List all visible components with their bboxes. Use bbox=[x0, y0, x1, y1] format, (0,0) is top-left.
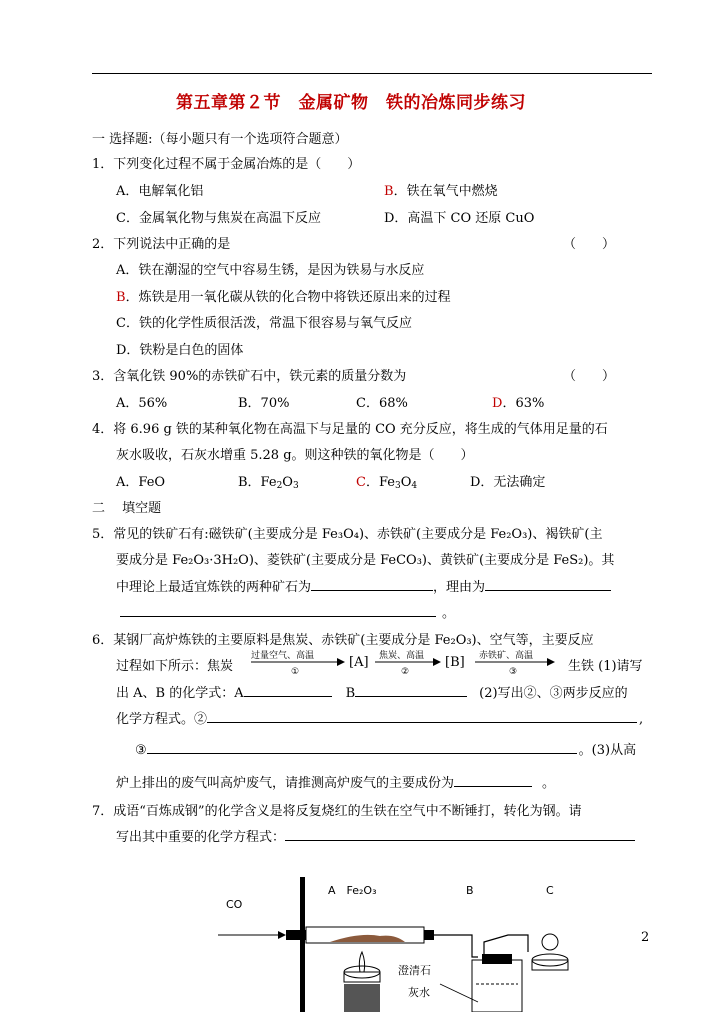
arrow-2 bbox=[375, 649, 441, 676]
q3-answer-letter: D bbox=[492, 396, 503, 411]
iron-stand-rod bbox=[300, 877, 305, 1012]
co-label: CO bbox=[226, 898, 243, 911]
question-5-line3 bbox=[116, 576, 611, 595]
question-6-line5 bbox=[135, 739, 636, 758]
arrow-3 bbox=[475, 649, 555, 676]
q3-option-b: B．70% bbox=[238, 396, 290, 411]
q6-period: 。 bbox=[542, 776, 556, 791]
apparatus-diagram bbox=[210, 872, 610, 1012]
alcohol-lamp-c bbox=[532, 934, 568, 970]
question-5-line1: 5．常见的铁矿石有:磁铁矿(主要成分是 Fe₃O₄)、赤铁矿(主要成分是 Fe₂O₃)、褐铁矿(主 bbox=[92, 527, 603, 542]
q1-answer-letter: B bbox=[384, 184, 394, 199]
q4-option-a: A．FeO bbox=[116, 475, 166, 490]
q5-answer-blank-ores[interactable] bbox=[311, 576, 433, 591]
q5-period: 。 bbox=[442, 606, 456, 621]
q6-comma: , bbox=[639, 712, 644, 727]
q6-eq2-label: 化学方程式。② bbox=[116, 712, 208, 727]
q4-option-c-text2: O bbox=[400, 475, 412, 490]
q2-option-b bbox=[116, 286, 451, 305]
q4-option-b-sub2: 3 bbox=[292, 481, 299, 491]
question-6-line1: 6．某钢厂高炉炼铁的主要原料是焦炭、赤铁矿(主要成分是 Fe₂O₃)、空气等，主要反应 bbox=[92, 633, 594, 648]
arrow-2-condition: 焦炭、高温 bbox=[379, 651, 425, 661]
question-6-line2-end: 生铁 (1)请写 bbox=[568, 659, 643, 674]
page-title: 第五章第２节 金属矿物 铁的冶炼同步练习 bbox=[176, 93, 526, 113]
question-5-line2: 要成分是 Fe₂O₃·3H₂O)、菱铁矿(主要成分是 FeCO₃)、黄铁矿(主要成分是 FeS₂)。其 bbox=[116, 553, 615, 568]
q6-line3-part2: (2)写出②、③两步反应的 bbox=[479, 686, 628, 701]
q2-answer-letter: B bbox=[116, 290, 126, 305]
limewater-label-2: 灰水 bbox=[408, 986, 430, 999]
q6-line3-label-a: 出 A、B 的化学式：A bbox=[116, 686, 244, 701]
question-3-stem: 3．含氧化铁 90%的赤铁矿石中，铁元素的质量分数为 bbox=[92, 369, 407, 384]
q4-option-c-sub2: 4 bbox=[411, 481, 418, 491]
q4-option-b-text2: O bbox=[282, 475, 293, 490]
question-4-line1: 4．将 6.96 g 铁的某种氧化物在高温下与足量的 CO 充分反应，将生成的气体用足量的石 bbox=[92, 422, 608, 437]
arrow-1-condition: 过量空气、高温 bbox=[251, 651, 315, 661]
question-7-line2 bbox=[116, 826, 635, 845]
intermediate-b: [B] bbox=[445, 655, 465, 670]
page-number: 2 bbox=[641, 930, 650, 945]
q4-option-c-sub1: 3 bbox=[394, 481, 401, 491]
question-6-line4 bbox=[116, 708, 643, 727]
q4-option-c-text: ．Fe bbox=[365, 475, 395, 490]
q4-option-d: D．无法确定 bbox=[470, 475, 546, 490]
lamp-stand-block bbox=[344, 984, 380, 1012]
limewater-label-1: 澄清石 bbox=[398, 964, 431, 977]
question-2-stem: 2．下列说法中正确的是 bbox=[92, 237, 231, 252]
svg-text:①: ① bbox=[291, 667, 300, 676]
q3-option-c: C．68% bbox=[356, 396, 408, 411]
q3-option-d-text: ．63% bbox=[502, 396, 545, 411]
q1-option-a: A．电解氧化铝 bbox=[116, 184, 204, 199]
limewater-bottle bbox=[472, 960, 522, 1012]
q1-option-d: D．高温下 CO 还原 CuO bbox=[384, 211, 535, 226]
q7-answer-blank[interactable] bbox=[285, 826, 635, 841]
section-heading-choice: 一 选择题:（每小题只有一个选项符合题意） bbox=[92, 132, 348, 147]
q6-answer-blank-b[interactable] bbox=[355, 682, 467, 697]
q6-answer-blank-gas[interactable] bbox=[454, 772, 532, 787]
intermediate-a: [A] bbox=[349, 655, 369, 670]
q7-line2-text: 写出其中重要的化学方程式： bbox=[116, 830, 286, 845]
alcohol-lamp-a bbox=[344, 952, 380, 1012]
svg-text:②: ② bbox=[401, 667, 410, 676]
connecting-tube-1 bbox=[434, 935, 478, 957]
q5-answer-blank-reason[interactable] bbox=[485, 576, 611, 591]
fe2o3-powder bbox=[330, 935, 405, 942]
question-6-line6 bbox=[116, 772, 555, 791]
arrow-3-condition: 赤铁矿、高温 bbox=[479, 651, 534, 661]
svg-text:③: ③ bbox=[509, 667, 518, 676]
q2-option-a: A．铁在潮湿的空气中容易生锈，是因为铁易与水反应 bbox=[116, 263, 425, 278]
rubber-stopper bbox=[286, 930, 306, 940]
question-5-line4 bbox=[120, 602, 455, 621]
q5-line3-text: 中理论上最适宜炼铁的两种矿石为 bbox=[116, 580, 312, 595]
q6-line3-label-b: B bbox=[345, 686, 356, 701]
q2-option-b-text: ．炼铁是用一氧化碳从铁的化合物中将铁还原出来的过程 bbox=[125, 290, 451, 305]
connecting-tube-2 bbox=[484, 935, 528, 957]
section-heading-fill: 二 填空题 bbox=[92, 501, 162, 516]
q4-option-c bbox=[356, 471, 417, 491]
q4-option-b-text: B．Fe bbox=[238, 475, 277, 490]
q4-option-b bbox=[238, 471, 299, 491]
q2-option-c: C．铁的化学性质很活泼，常温下很容易与氧气反应 bbox=[116, 316, 412, 331]
question-6-line2-start: 过程如下所示：焦炭 bbox=[116, 659, 234, 674]
q3-option-a: A．56% bbox=[116, 396, 168, 411]
reaction-arrows bbox=[251, 648, 596, 676]
top-rule bbox=[92, 73, 652, 74]
label-b: B bbox=[466, 884, 474, 897]
q3-answer-paren: （ ） bbox=[563, 369, 616, 384]
q1-option-c: C．金属氧化物与焦炭在高温下反应 bbox=[116, 211, 321, 226]
question-6-line3 bbox=[116, 682, 628, 701]
q6-eq3-label: ③ bbox=[135, 743, 147, 758]
question-7-line1: 7．成语“百炼成钢”的化学含义是将反复烧红的生铁在空气中不断锤打，转化为钢。请 bbox=[92, 804, 582, 819]
q6-answer-blank-eq2[interactable] bbox=[207, 708, 637, 723]
q4-answer-letter: C bbox=[356, 475, 366, 490]
q3-option-d bbox=[492, 392, 544, 411]
q6-line6-text: 炉上排出的废气叫高炉废气，请推测高炉废气的主要成份为 bbox=[116, 776, 455, 791]
q2-answer-paren: （ ） bbox=[563, 237, 616, 252]
question-1-stem: 1．下列变化过程不属于金属冶炼的是（ ） bbox=[92, 157, 361, 172]
q1-option-b-text: ．铁在氧气中燃烧 bbox=[393, 184, 498, 199]
label-c: C bbox=[546, 884, 554, 897]
label-a: A Fe₂O₃ bbox=[328, 884, 377, 897]
q6-answer-blank-eq3[interactable] bbox=[147, 739, 577, 754]
q4-option-b-sub1: 2 bbox=[276, 481, 283, 491]
q5-reason-label: ，理由为 bbox=[433, 580, 486, 595]
q2-option-d: D．铁粉是白色的固体 bbox=[116, 343, 244, 358]
q5-answer-blank-reason-cont[interactable] bbox=[120, 602, 436, 617]
question-4-line2: 灰水吸收，石灰水增重 5.28 g。则这种铁的氧化物是（ ） bbox=[116, 448, 474, 463]
arrow-1 bbox=[251, 649, 345, 676]
q6-line5-end: 。(3)从高 bbox=[578, 743, 637, 758]
q1-option-b bbox=[384, 180, 498, 199]
q6-answer-blank-a[interactable] bbox=[244, 682, 332, 697]
